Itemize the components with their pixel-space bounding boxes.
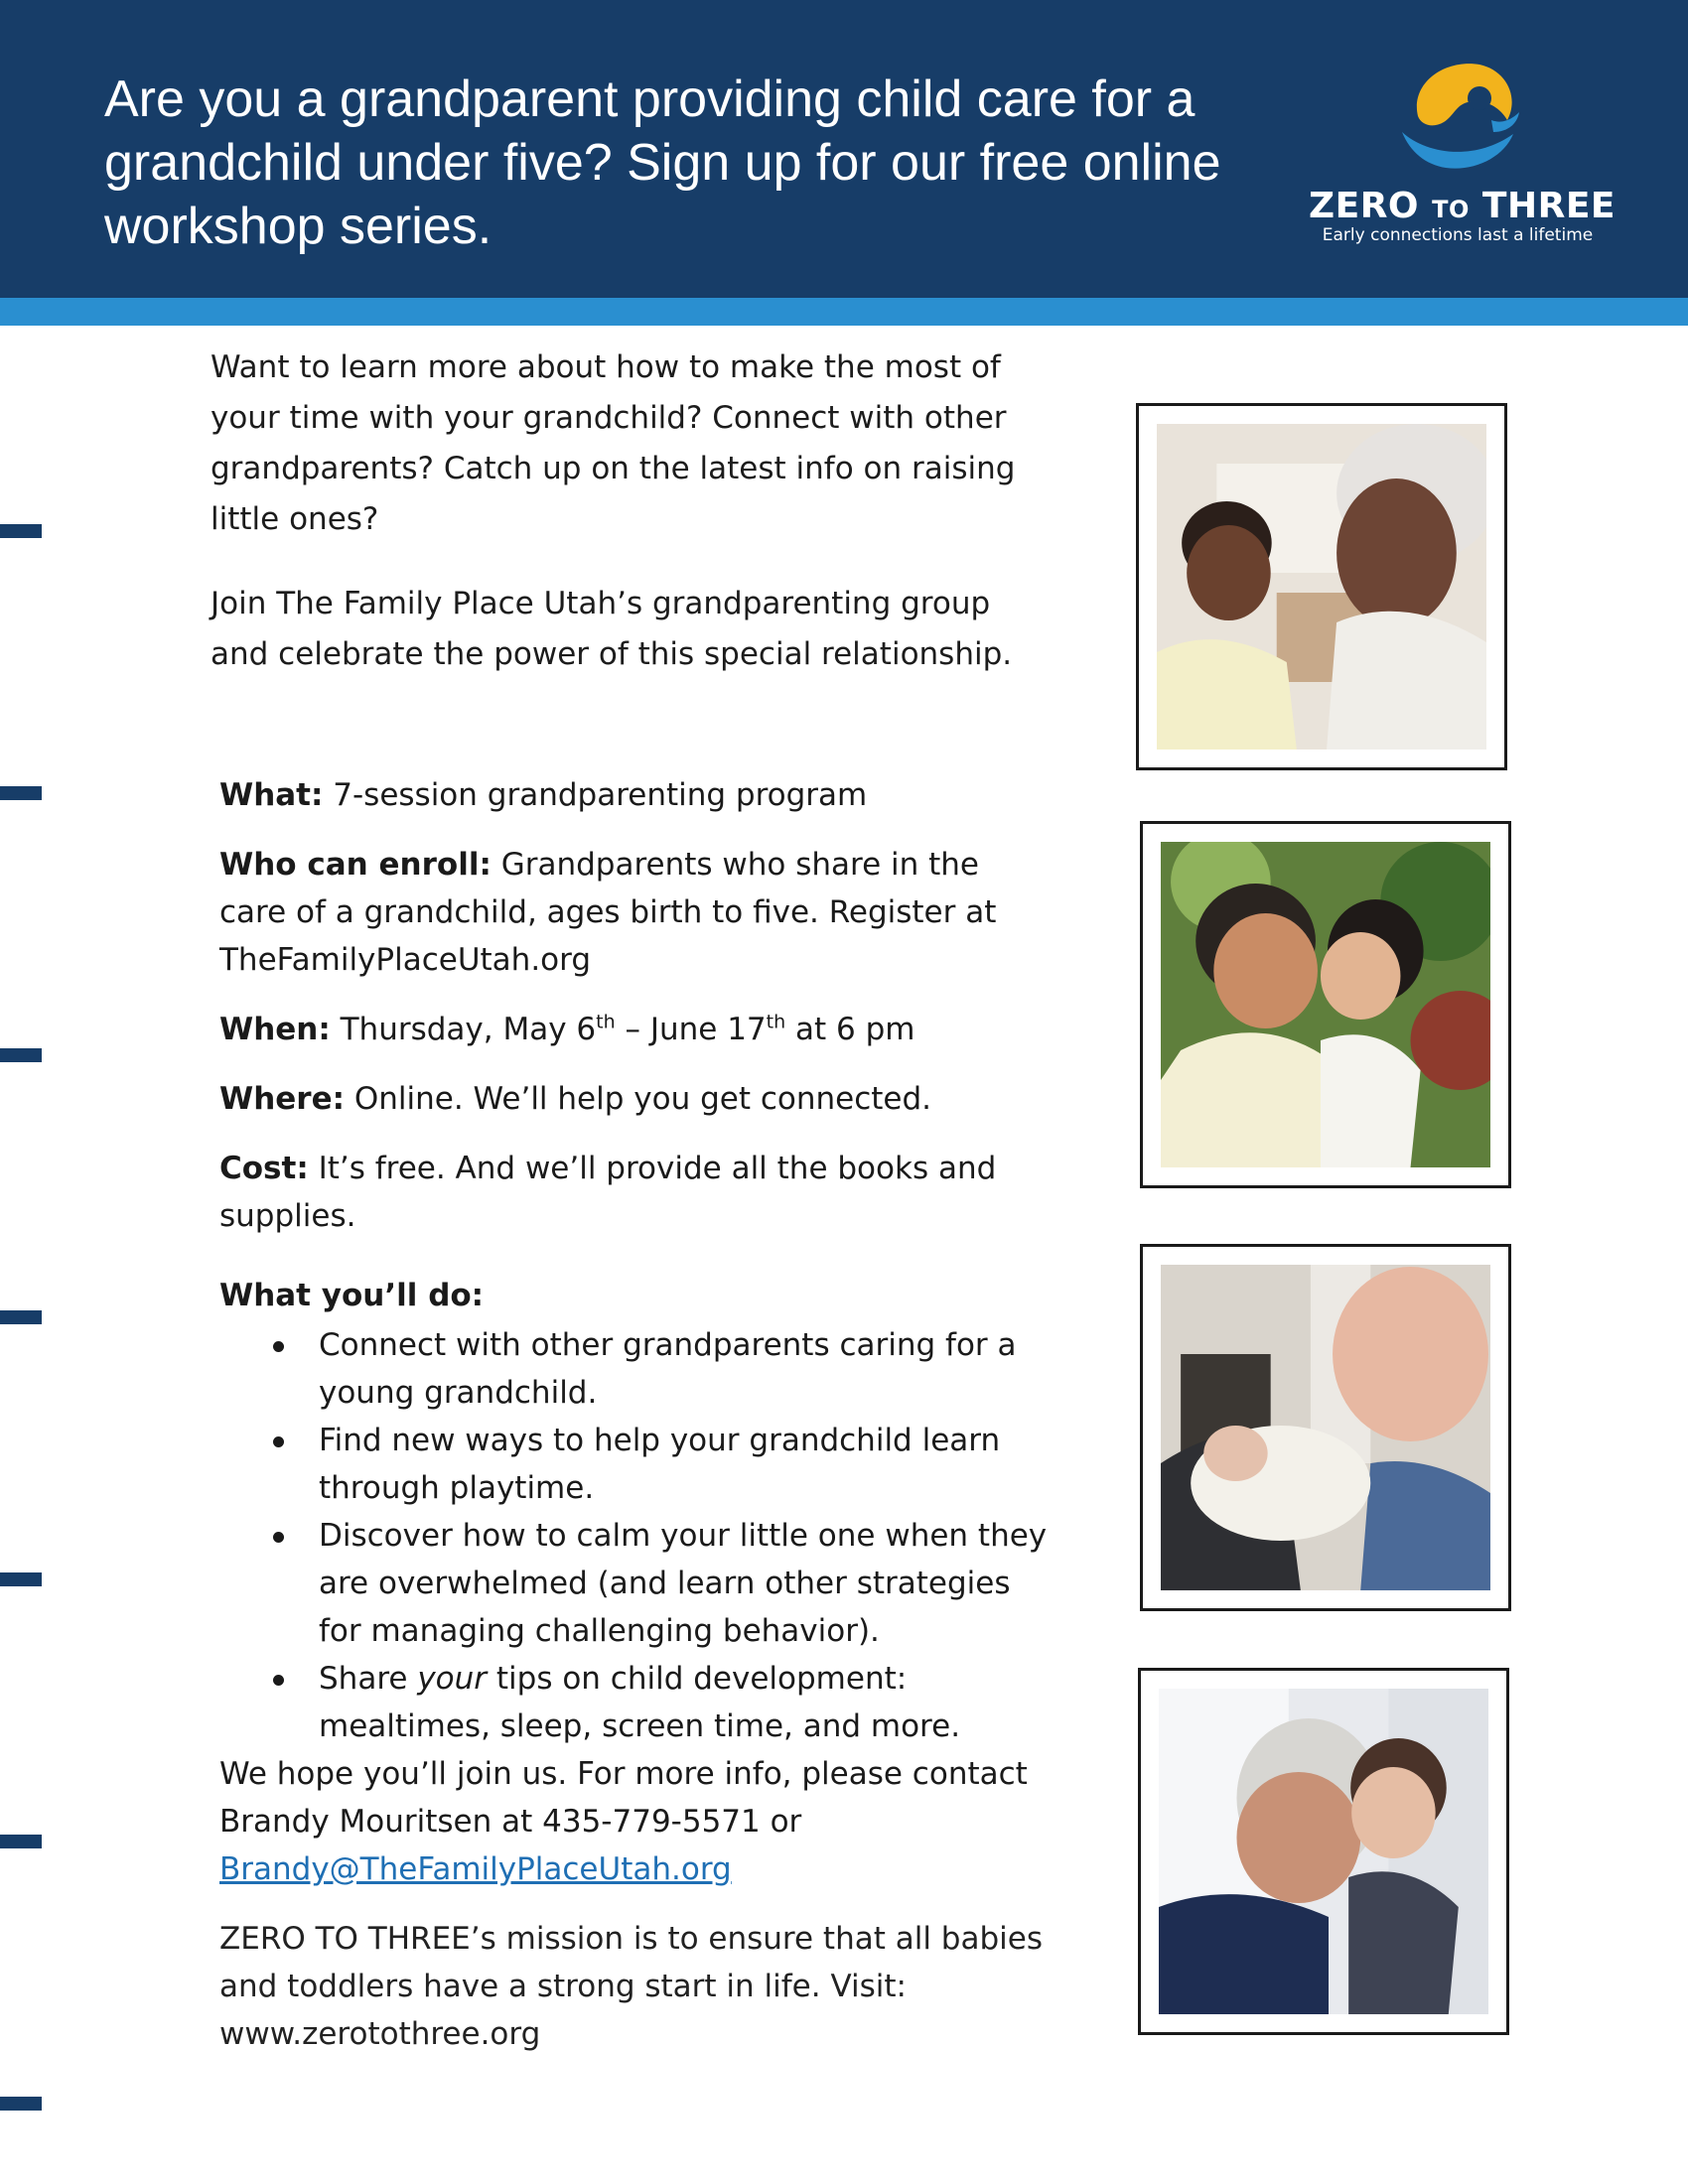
margin-tick [0,786,42,800]
list-item: Share your tips on child development: mealtimes, sleep, screen time, and more. [319,1655,1054,1750]
margin-tick [0,1835,42,1848]
detail-when: When: Thursday, May 6th – June 17th at 6 pm [219,1011,915,1047]
closing-paragraph: We hope you’ll join us. For more info, please contact Brandy Mouritsen at 435-779-5571 or Brandy@TheFamilyPlaceUtah.org [219,1756,1028,1887]
detail-who: Who can enroll: Grandparents who share in the care of a grandchild, ages birth to five. Register at TheFamilyPlaceUtah.org [219,847,997,978]
logo-mark-icon [1396,55,1525,174]
margin-tick [0,1048,42,1062]
logo-tagline: Early connections last a lifetime [1322,225,1594,245]
margin-tick [0,1572,42,1586]
todo-heading: What you’ll do: [219,1278,485,1313]
intro-section [211,342,1045,714]
intro-paragraph: Join The Family Place Utah’s grandparenting group and celebrate the power of this special relationship. [211,586,1013,672]
logo-wordmark: ZERO TO THREE [1309,186,1616,226]
margin-tick [0,524,42,538]
program-details [219,771,1054,2080]
photo-grandfather-newborn [1161,1265,1490,1590]
photo-grandmother-kiss [1161,842,1490,1167]
photo-frame [1138,1668,1509,2035]
detail-what: What: 7-session grandparenting program [219,777,868,813]
page-headline: Are you a grandparent providing child care for a grandchild under five? Sign up for our free online workshop series. [104,70,1221,255]
intro-paragraph: Want to learn more about how to make the most of your time with your grandchild? Connect with other grandparents? Catch up on the latest info on raising little ones? [211,349,1016,537]
detail-where: Where: Online. We’ll help you get connected. [219,1081,932,1117]
margin-tick [0,2097,42,2111]
margin-tick [0,1310,42,1324]
photo-grandmother-and-baby [1157,424,1486,750]
header-stripe [0,298,1688,326]
todo-list [219,1321,1054,1750]
email-link[interactable]: Brandy@TheFamilyPlaceUtah.org [219,1851,732,1887]
zero-to-three-logo [1309,55,1616,253]
header-banner [0,0,1688,298]
photo-frame [1140,1244,1511,1611]
photo-grandfather-toddler [1159,1689,1488,2014]
photo-frame [1140,821,1511,1188]
mission-statement: ZERO TO THREE’s mission is to ensure that all babies and toddlers have a strong start in life. Visit: www.zerotothree.org [219,1921,1043,2052]
list-item: Connect with other grandparents caring for a young grandchild. [319,1321,1054,1417]
detail-cost: Cost: It’s free. And we’ll provide all the books and supplies. [219,1151,997,1234]
list-item: Discover how to calm your little one when they are overwhelmed (and learn other strategies for managing challenging behavior). [319,1512,1054,1655]
photo-frame [1136,403,1507,770]
list-item: Find new ways to help your grandchild learn through playtime. [319,1417,1054,1512]
